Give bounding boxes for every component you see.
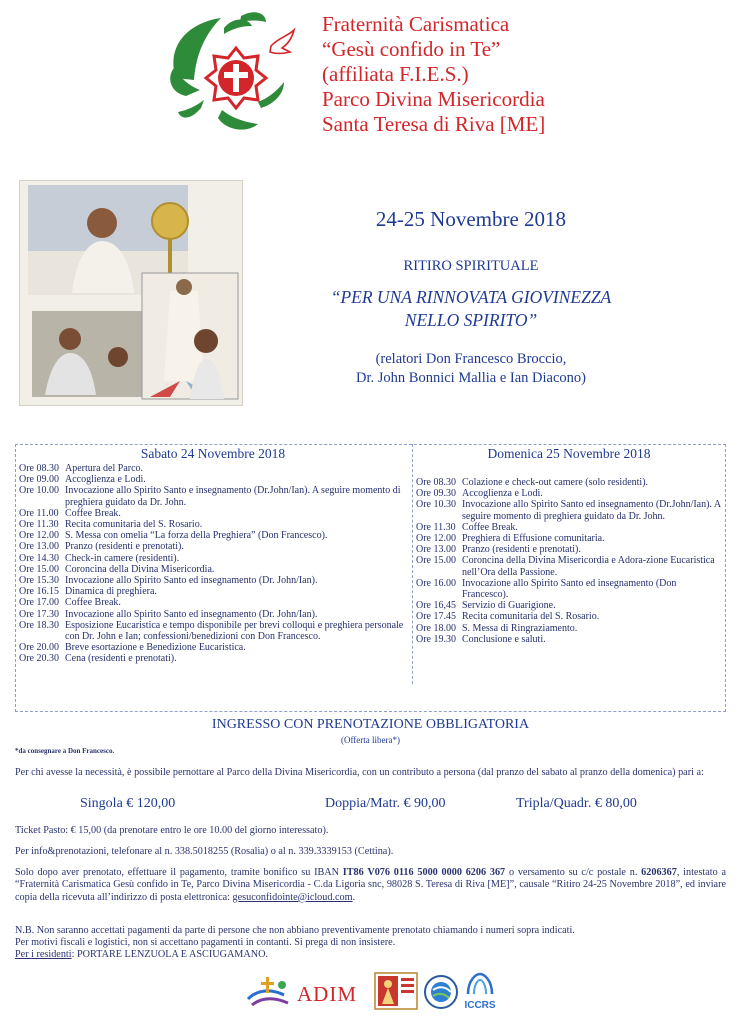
saturday-row: [19, 597, 409, 608]
schedule-activity: Accoglienza e Lodi.: [462, 488, 543, 500]
schedule-activity: S. Messa di Ringraziamento.: [462, 622, 578, 634]
header-line-1: Fraternità Carismatica: [322, 12, 510, 36]
booking-offer: (Offerta libera*): [340, 735, 401, 745]
saturday-row: [19, 485, 409, 507]
schedule-activity: Preghiera di Effusione comunitaria.: [462, 533, 605, 545]
event-title-line2: NELLO SPIRITO”: [404, 310, 538, 330]
schedule-time: Ore 15.00: [19, 563, 59, 575]
sunday-row: [416, 499, 722, 521]
header-line-5: Santa Teresa di Riva [ME]: [322, 112, 546, 136]
payment-text-c: , intestato a “Fraternità Carismatica Gesù confido in Te, Parco Divina Misericordia - C.da Ligoria snc, 98028 S. Teresa di Riva [ME]”, causale “Ritiro 24-25 Novembre 2018”, ed inviare copia della ricevuta all’indirizzo di posta elettronica:: [15, 867, 726, 903]
iccrs-logo: [462, 972, 498, 1010]
payment-text-a: Solo dopo aver prenotato, effettuare il pagamento, tramite bonifico su IBAN: [15, 867, 343, 878]
sponsor-logo-1: [244, 975, 294, 1009]
sunday-row: [416, 533, 722, 544]
booking-title: INGRESSO CON PRENOTAZIONE OBBLIGATORIA: [211, 717, 530, 732]
sunday-row: [416, 477, 722, 488]
schedule-activity: Accoglienza e Lodi.: [65, 474, 146, 486]
saturday-row: [19, 609, 409, 620]
schedule-time: Ore 15.00: [416, 555, 456, 567]
sunday-row: [416, 611, 722, 622]
schedule-activity: Pranzo (residenti e prenotati).: [65, 541, 184, 553]
schedule-time: Ore 13.00: [19, 541, 59, 553]
schedule-activity: Apertura del Parco.: [65, 463, 144, 474]
info-text: Per info&prenotazioni, telefonare al n. 338.5018255 (Rosalia) o al n. 339.3339153 (Cettina).: [15, 846, 394, 857]
schedule-time: Ore 12.00: [416, 533, 456, 545]
sunday-row: [416, 555, 722, 577]
header-line-3: (affiliata F.I.E.S.): [322, 62, 469, 86]
schedule-time: Ore 09.00: [19, 474, 59, 486]
iban: IT86 V076 0116 5000 0000 6206 367: [342, 867, 506, 878]
speakers-line2: Dr. John Bonnici Mallia e Ian Diacono): [356, 370, 586, 386]
schedule-activity: S. Messa con omelia “La forza della Preghiera” (Don Francesco).: [65, 530, 328, 542]
sunday-schedule: [416, 477, 722, 645]
schedule-activity: Invocazione allo Spirito Santo ed insegnamento (Dr. John/Ian).: [65, 575, 318, 587]
saturday-schedule: [19, 463, 409, 665]
event-date: 24-25 Novembre 2018: [375, 207, 567, 231]
schedule-activity: Breve esortazione e Benedizione Eucaristica.: [65, 642, 246, 654]
schedule-activity: Conclusione e saluti.: [462, 633, 546, 645]
residents-note: [15, 949, 726, 961]
schedule-time: Ore 17.45: [416, 611, 456, 623]
schedule-activity: Invocazione allo Spirito Santo ed insegnamento (Dr. John/Ian).: [65, 608, 318, 620]
saturday-row: [19, 564, 409, 575]
adim-logo: ADIM: [297, 982, 357, 1006]
saturday-row: [19, 530, 409, 541]
saturday-row: [19, 653, 409, 664]
schedule-activity: Dinamica di preghiera.: [65, 586, 157, 598]
saturday-row: [19, 575, 409, 586]
schedule-activity: Servizio di Guarigione.: [462, 600, 556, 612]
schedule-time: Ore 12.00: [19, 530, 59, 542]
schedule-time: Ore 09.30: [416, 488, 456, 500]
sunday-row: [416, 544, 722, 555]
schedule-time: Ore 16.00: [416, 577, 456, 589]
sunday-row: [416, 578, 722, 600]
schedule-activity: Esposizione Eucaristica e tempo disponibile per brevi colloqui e preghiera personale con Dr. John e Ian; confessioni/benedizioni con Don Francesco.: [65, 619, 404, 643]
schedule-activity: Cena (residenti e prenotati).: [65, 653, 177, 665]
schedule-time: Ore 19.30: [416, 633, 456, 645]
schedule-time: Ore 20.00: [19, 642, 59, 654]
event-title-line1: “PER UNA RINNOVATA GIOVINEZZA: [330, 287, 612, 307]
saturday-row: [19, 541, 409, 552]
nb-line1: N.B. Non saranno accettati pagamenti da parte di persone che non abbiano preventivamente prenotato chiamando i numeri sopra indicati.: [15, 925, 575, 936]
sponsor-logo-3: [374, 972, 418, 1010]
saturday-row: [19, 586, 409, 597]
schedule-activity: Coroncina della Divina Misericordia.: [65, 563, 215, 575]
sunday-row: [416, 522, 722, 533]
schedule-activity: Coffee Break.: [65, 507, 121, 519]
postal-account: 6206367: [641, 867, 677, 878]
schedule-time: Ore 13.00: [416, 544, 456, 556]
saturday-heading: Sabato 24 Novembre 2018: [140, 446, 286, 461]
sunday-heading: Domenica 25 Novembre 2018: [487, 446, 651, 461]
ticket-text: Ticket Pasto: € 15,00 (da prenotare entro le ore 10.00 del giorno interessato).: [15, 825, 329, 836]
saturday-row: [19, 519, 409, 530]
schedule-activity: Coffee Break.: [65, 597, 121, 609]
sunday-row: [416, 623, 722, 634]
schedule-time: Ore 11.30: [19, 519, 59, 531]
sunday-row: [416, 600, 722, 611]
schedule-activity: Recita comunitaria del S. Rosario.: [462, 611, 600, 623]
payment-text: [15, 867, 726, 904]
schedule-activity: Coroncina della Divina Misericordia e Adora-zione Eucaristica nell’Ora della Passione.: [462, 555, 715, 578]
schedule-time: Ore 08.30: [416, 477, 456, 488]
saturday-row: [19, 553, 409, 564]
schedule-time: Ore 11.00: [19, 507, 59, 519]
sunday-row: [416, 488, 722, 499]
schedule-activity: Invocazione allo Spirito Santo e insegnamento (Dr.John/Ian). A seguire momento di preghiera guidato da Dr. John.: [65, 485, 401, 508]
saturday-row: [19, 463, 409, 474]
saturday-row: [19, 474, 409, 485]
schedule-time: Ore 16,45: [416, 600, 456, 612]
schedule-time: Ore 10.00: [19, 485, 59, 497]
schedule-divider: [412, 444, 413, 684]
sponsor-logo-4: [423, 974, 459, 1010]
saturday-row: [19, 508, 409, 519]
schedule-activity: Colazione e check-out camere (solo residenti).: [462, 477, 649, 488]
fraternity-logo: [166, 8, 306, 138]
residents-label: Per i residenti: [15, 949, 72, 960]
schedule-time: Ore 14.30: [19, 552, 59, 564]
price-double: Doppia/Matr. € 90,00: [325, 796, 446, 811]
schedule-time: Ore 18.30: [19, 619, 59, 631]
payment-text-b: o versamento su c/c postale n.: [505, 867, 642, 878]
schedule-time: Ore 17.30: [19, 608, 59, 620]
schedule-time: Ore 20.30: [19, 653, 59, 665]
schedule-activity: Invocazione allo Spirito Santo ed insegnamento (Don Francesco).: [462, 577, 677, 601]
nb-line2: Per motivi fiscali e logistici, non si accettano pagamenti in contanti. Si prega di non insistere.: [15, 937, 396, 948]
price-triple: Tripla/Quadr. € 80,00: [516, 796, 637, 811]
header-line-4: Parco Divina Misericordia: [322, 87, 545, 111]
residents-text: : PORTARE LENZUOLA E ASCIUGAMANO.: [71, 949, 268, 960]
schedule-time: Ore 17.00: [19, 597, 59, 609]
schedule-time: Ore 15.30: [19, 575, 59, 587]
schedule-time: Ore 16.15: [19, 586, 59, 598]
event-kind: RITIRO SPIRITUALE: [403, 258, 539, 274]
schedule-activity: Pranzo (residenti e prenotati).: [462, 544, 581, 556]
saturday-row: [19, 642, 409, 653]
schedule-time: Ore 11.30: [416, 521, 456, 533]
price-single: Singola € 120,00: [80, 796, 176, 811]
overnight-text: Per chi avesse la necessità, è possibile pernottare al Parco della Divina Misericordia, con un contributo a persona (dal pranzo del sabato al pranzo della domenica) pari a:: [15, 767, 704, 778]
photo-collage: [19, 180, 243, 406]
speakers-line1: (relatori Don Francesco Broccio,: [375, 351, 567, 367]
email-link[interactable]: gesuconfidointe@icloud.com: [232, 891, 353, 903]
schedule-activity: Recita comunitaria del S. Rosario.: [65, 519, 203, 531]
sunday-row: [416, 634, 722, 645]
schedule-activity: Coffee Break.: [462, 521, 518, 533]
schedule-time: Ore 18.00: [416, 622, 456, 634]
iccrs-label: ICCRS: [464, 1000, 496, 1011]
schedule-time: Ore 08.30: [19, 463, 59, 474]
booking-footnote: *da consegnare a Don Francesco.: [15, 747, 115, 755]
header-line-2: “Gesù confido in Te”: [322, 37, 501, 61]
schedule-time: Ore 10.30: [416, 499, 456, 511]
saturday-row: [19, 620, 409, 642]
payment-text-d: .: [352, 891, 356, 903]
schedule-activity: Invocazione allo Spirito Santo ed insegnamento (Dr.John/Ian). A seguire momento di preghiera guidato da Dr. John.: [462, 499, 721, 522]
schedule-activity: Check-in camere (residenti).: [65, 552, 180, 564]
